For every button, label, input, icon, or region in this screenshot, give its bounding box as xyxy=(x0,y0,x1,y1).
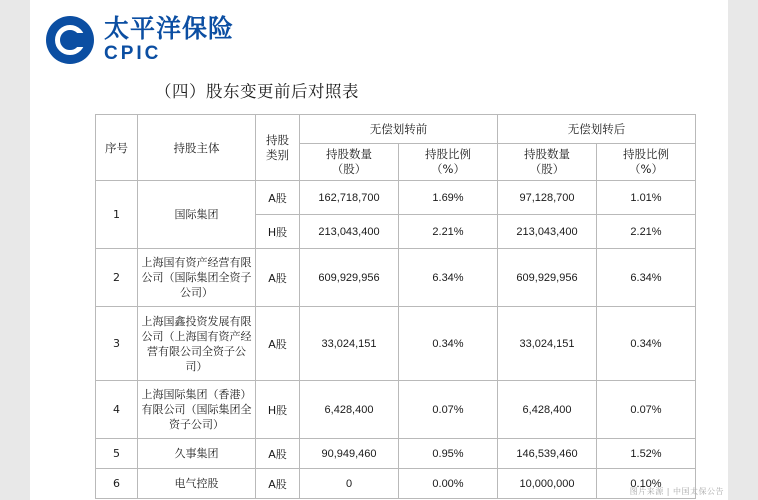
col-header-type xyxy=(256,115,300,181)
cell-after-pct: 0.34% xyxy=(597,307,696,381)
col-header-before-shares xyxy=(300,144,399,181)
cell-after-shares: 213,043,400 xyxy=(498,215,597,249)
cell-before-shares: 33,024,151 xyxy=(300,307,399,381)
col-header-after-pct xyxy=(597,144,696,181)
cell-after-pct: 2.21% xyxy=(597,215,696,249)
after-pct-line2: （%） xyxy=(629,162,663,176)
before-pct-line1: 持股比例 xyxy=(425,147,471,161)
cell-before-shares: 213,043,400 xyxy=(300,215,399,249)
before-shares-line2: （股） xyxy=(331,162,367,176)
cell-subject: 上海国有资产经营有限公司（国际集团全资子公司） xyxy=(138,249,256,307)
cell-type: A股 xyxy=(256,181,300,215)
cell-before-pct: 2.21% xyxy=(399,215,498,249)
table-row xyxy=(96,469,696,499)
brand-name-en: CPIC xyxy=(104,43,162,64)
after-shares-line2: （股） xyxy=(529,162,565,176)
cell-no: 4 xyxy=(96,381,138,439)
cell-before-pct: 1.69% xyxy=(399,181,498,215)
cell-after-pct: 0.07% xyxy=(597,381,696,439)
cell-subject: 国际集团 xyxy=(138,181,256,249)
after-pct-line1: 持股比例 xyxy=(623,147,669,161)
cell-type: H股 xyxy=(256,381,300,439)
cell-type: A股 xyxy=(256,249,300,307)
cell-after-shares: 97,128,700 xyxy=(498,181,597,215)
cell-no: 5 xyxy=(96,439,138,469)
table-row xyxy=(96,181,696,215)
col-header-after-shares xyxy=(498,144,597,181)
cell-before-shares: 162,718,700 xyxy=(300,181,399,215)
cell-after-shares: 6,428,400 xyxy=(498,381,597,439)
before-shares-line1: 持股数量 xyxy=(326,147,372,161)
cell-after-pct: 1.01% xyxy=(597,181,696,215)
shareholder-table-wrapper xyxy=(95,114,695,499)
group-header-after: 无偿划转后 xyxy=(498,115,696,144)
shareholder-change-table xyxy=(95,114,696,499)
cell-no: 3 xyxy=(96,307,138,381)
table-row xyxy=(96,439,696,469)
cell-before-shares: 0 xyxy=(300,469,399,499)
cell-subject: 久事集团 xyxy=(138,439,256,469)
brand-logo-text xyxy=(104,15,234,65)
cell-after-pct: 0.10% xyxy=(597,469,696,499)
cell-no: 6 xyxy=(96,469,138,499)
source-watermark: 图片来源 | 中国太保公告 xyxy=(629,487,724,496)
after-shares-line1: 持股数量 xyxy=(524,147,570,161)
table-row xyxy=(96,249,696,307)
table-head xyxy=(96,115,696,181)
cell-type: A股 xyxy=(256,307,300,381)
cpic-logo-icon xyxy=(46,16,94,64)
cell-type: A股 xyxy=(256,439,300,469)
cell-after-shares: 609,929,956 xyxy=(498,249,597,307)
cell-no: 1 xyxy=(96,181,138,249)
left-edge-bar xyxy=(0,0,30,500)
col-header-before-pct xyxy=(399,144,498,181)
cell-before-shares: 6,428,400 xyxy=(300,381,399,439)
cell-after-shares: 33,024,151 xyxy=(498,307,597,381)
cell-before-shares: 609,929,956 xyxy=(300,249,399,307)
right-edge-bar xyxy=(728,0,758,500)
page-title: （四）股东变更前后对照表 xyxy=(155,82,359,101)
col-header-subject: 持股主体 xyxy=(138,115,256,181)
cell-before-pct: 0.07% xyxy=(399,381,498,439)
group-header-before: 无偿划转前 xyxy=(300,115,498,144)
cell-before-pct: 6.34% xyxy=(399,249,498,307)
cell-before-pct: 0.34% xyxy=(399,307,498,381)
brand-name-cn: 太平洋保险 xyxy=(104,14,235,43)
cell-subject: 电气控股 xyxy=(138,469,256,499)
cell-before-pct: 0.00% xyxy=(399,469,498,499)
cell-after-shares: 146,539,460 xyxy=(498,439,597,469)
col-header-type-line2: 类别 xyxy=(266,147,289,162)
cell-before-pct: 0.95% xyxy=(399,439,498,469)
table-header-row-1 xyxy=(96,115,696,144)
before-pct-line2: （%） xyxy=(431,162,465,176)
cell-no: 2 xyxy=(96,249,138,307)
cell-type: H股 xyxy=(256,215,300,249)
table-row xyxy=(96,381,696,439)
cell-after-pct: 1.52% xyxy=(597,439,696,469)
cell-before-shares: 90,949,460 xyxy=(300,439,399,469)
brand-logo xyxy=(46,12,234,68)
table-row xyxy=(96,307,696,381)
cell-after-pct: 6.34% xyxy=(597,249,696,307)
cell-type: A股 xyxy=(256,469,300,499)
table-body xyxy=(96,181,696,499)
cell-after-shares: 10,000,000 xyxy=(498,469,597,499)
cell-subject: 上海国际集团（香港）有限公司（国际集团全资子公司） xyxy=(138,381,256,439)
document-content xyxy=(30,0,728,500)
col-header-no: 序号 xyxy=(96,115,138,181)
col-header-type-line1: 持股 xyxy=(266,132,289,147)
cell-subject: 上海国鑫投资发展有限公司（上海国有资产经营有限公司全资子公司） xyxy=(138,307,256,381)
